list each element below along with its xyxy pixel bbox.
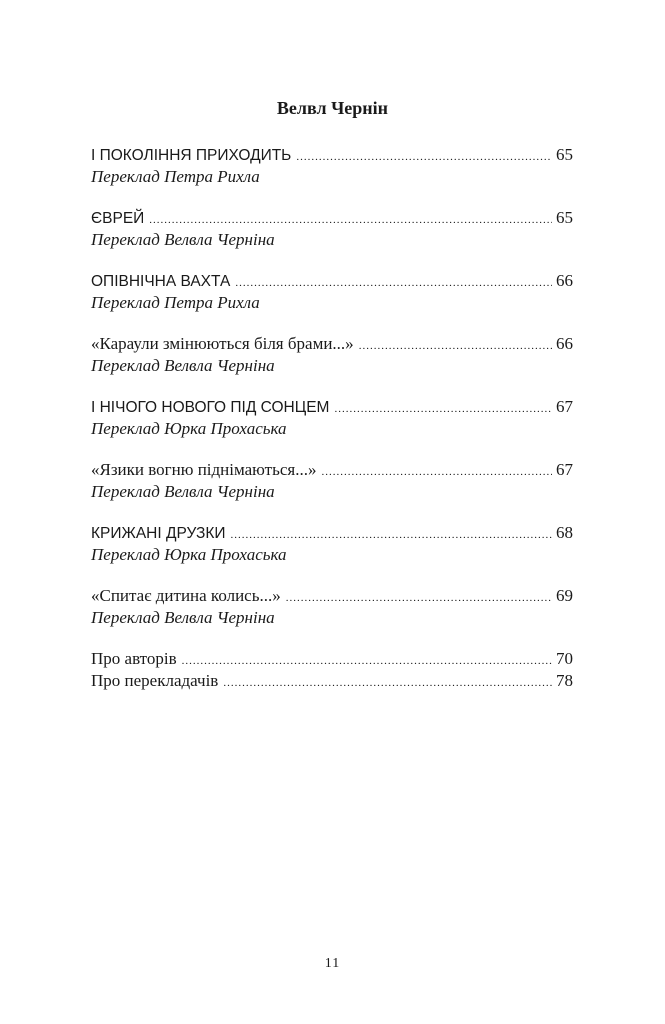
table-of-contents: [91, 144, 573, 692]
toc-entry-title: І НІЧОГО НОВОГО ПІД СОНЦЕМ: [91, 399, 330, 416]
toc-entry-line: [91, 670, 573, 692]
toc-entry-page: 67: [556, 460, 573, 479]
toc-entry-title: ОПІВНІЧНА ВАХТА: [91, 273, 231, 290]
toc-entry-page: 66: [556, 271, 573, 290]
toc-entry-page: 78: [556, 671, 573, 690]
toc-entry-title: «Спитає дитина колись...»: [91, 586, 281, 605]
toc-entry: [91, 207, 573, 251]
toc-entry-translator: Переклад Велвла Черніна: [91, 230, 275, 249]
toc-entry: [91, 396, 573, 440]
toc-entry-title: КРИЖАНІ ДРУЗКИ: [91, 525, 226, 542]
dot-leader: [149, 209, 552, 231]
toc-entry-translator: Переклад Петра Рихла: [91, 167, 260, 186]
toc-entry-page: 65: [556, 208, 573, 227]
dot-leader: [334, 398, 552, 420]
toc-entry-translator: Переклад Юрка Прохаська: [91, 545, 287, 564]
dot-leader: [321, 461, 552, 483]
toc-appendix-entry: [91, 648, 573, 670]
toc-entry-page: 69: [556, 586, 573, 605]
toc-entry-translator: Переклад Велвла Черніна: [91, 482, 275, 501]
dot-leader: [182, 650, 552, 672]
toc-entry-title: Про авторів: [91, 649, 177, 668]
toc-entry-title: Про перекладачів: [91, 671, 219, 690]
toc-entry-translator: Переклад Юрка Прохаська: [91, 419, 287, 438]
toc-entry: [91, 270, 573, 314]
toc-entry-translator: Переклад Петра Рихла: [91, 293, 260, 312]
toc-entry-line: [91, 396, 573, 418]
toc-entry-line: [91, 585, 573, 607]
toc-entry-translator: Переклад Велвла Черніна: [91, 608, 275, 627]
toc-entry-line: [91, 207, 573, 229]
toc-entry-page: 66: [556, 334, 573, 353]
toc-entry: [91, 459, 573, 503]
dot-leader: [286, 587, 552, 609]
toc-entry: [91, 585, 573, 629]
toc-entry-line: [91, 333, 573, 355]
toc-entry-page: 65: [556, 145, 573, 164]
dot-leader: [296, 146, 552, 168]
toc-entry: [91, 522, 573, 566]
toc-entry-translator: Переклад Велвла Черніна: [91, 356, 275, 375]
author-heading: Велвл Чернін: [276, 98, 389, 118]
toc-entry: [91, 333, 573, 377]
toc-entry-page: 70: [556, 649, 573, 668]
toc-entry-line: [91, 270, 573, 292]
toc-entry-line: [91, 522, 573, 544]
toc-entry-line: [91, 648, 573, 670]
dot-leader: [235, 272, 552, 294]
toc-entry: [91, 144, 573, 188]
toc-entry-line: [91, 459, 573, 481]
toc-entry-title: ЄВРЕЙ: [91, 210, 145, 227]
dot-leader: [359, 335, 552, 357]
dot-leader: [223, 672, 552, 694]
toc-entry-title: «Караули змінюються біля брами...»: [91, 334, 354, 353]
toc-entry-page: 67: [556, 397, 573, 416]
toc-entry-title: І ПОКОЛІННЯ ПРИХОДИТЬ: [91, 147, 292, 164]
toc-entry-page: 68: [556, 523, 573, 542]
page-number: 11: [324, 956, 341, 971]
dot-leader: [231, 524, 553, 546]
toc-entry-line: [91, 144, 573, 166]
toc-entry-title: «Язики вогню піднімаються...»: [91, 460, 317, 479]
toc-appendix-entry: [91, 670, 573, 692]
